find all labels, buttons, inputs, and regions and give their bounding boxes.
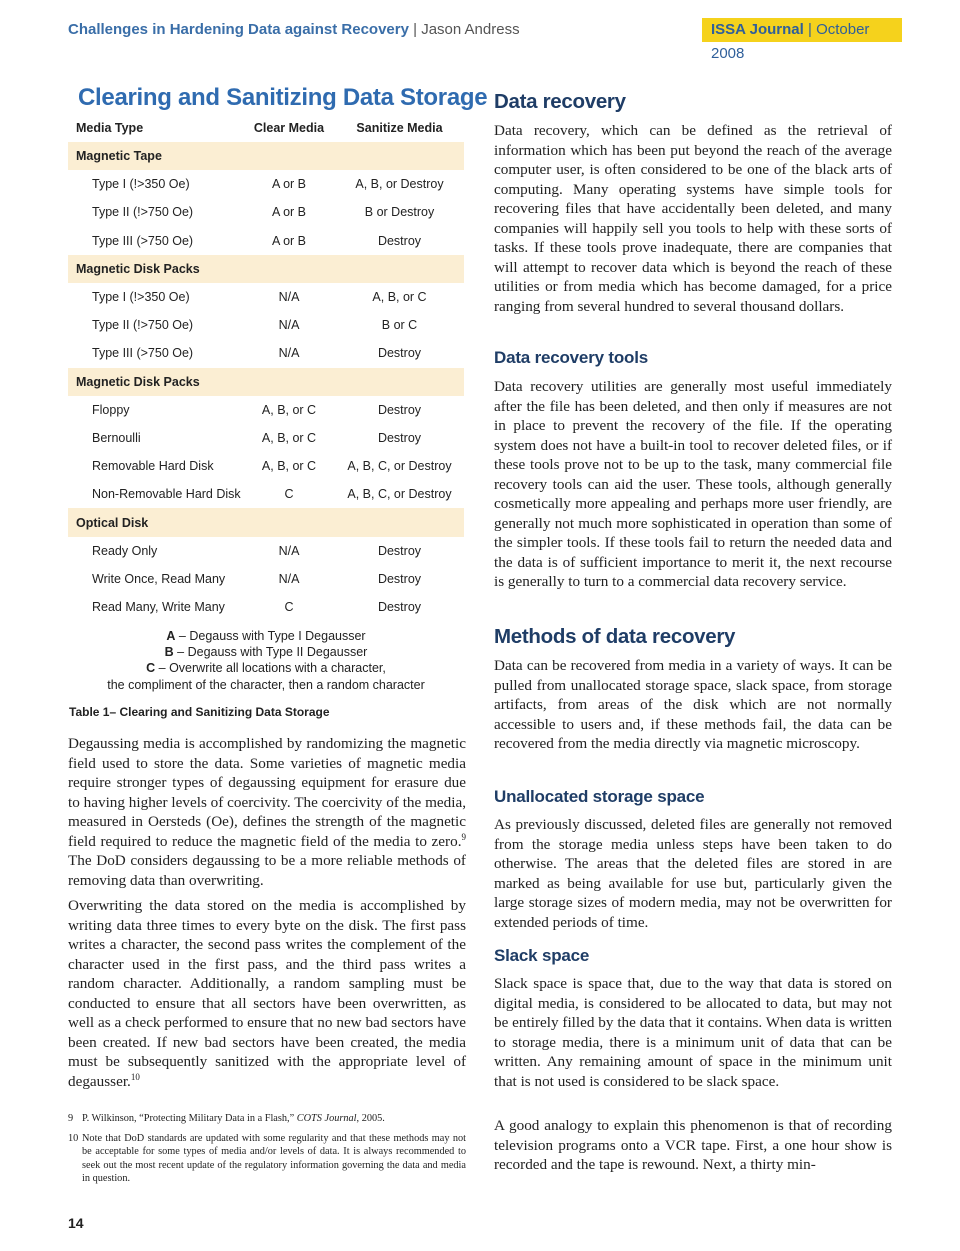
running-header-right bbox=[702, 18, 902, 62]
running-header-left bbox=[68, 19, 520, 41]
table-cell: C bbox=[284, 600, 294, 615]
table-row bbox=[68, 227, 464, 255]
legend-line bbox=[68, 660, 464, 676]
table-cell: Type III (>750 Oe) bbox=[92, 233, 194, 248]
table-cell: A or B bbox=[271, 177, 307, 192]
table-cell: Destroy bbox=[377, 543, 422, 558]
paragraph-data-recovery-tools: Data recovery utilities are generally most useful immediately after the file has been deleted, and then only if measures are not in place to prevent the recovery of the file. If the operating system does not have a built-in tool to recover deleted files, or if these tools prove not to be up to the task, many commercial file recovery tools can aid the user. These tools, although generally cosmetically more appealing and perhaps more user friendly, are generally not much more sophisticated in operation than some of the simpler tools. If these tools fail to return the needed data and the data is of sufficient importance to merit it, the next recourse is generally to turn to a commercial data recovery service. bbox=[494, 378, 892, 590]
table-cell: N/A bbox=[278, 290, 300, 305]
legend-key: C bbox=[146, 661, 156, 676]
header-separator: | bbox=[413, 21, 418, 38]
table-legend bbox=[68, 628, 464, 693]
table-cell: A, B, or C bbox=[261, 459, 317, 474]
footnote-number: 10 bbox=[68, 1132, 79, 1144]
legend-key: A bbox=[166, 629, 176, 643]
legend-text: – Degauss with Type II Degausser bbox=[173, 645, 368, 660]
group-label: Magnetic Disk Packs bbox=[76, 374, 200, 389]
table-cell: C bbox=[284, 487, 294, 502]
table-row bbox=[68, 424, 464, 452]
group-label: Magnetic Disk Packs bbox=[76, 261, 200, 276]
footnote-text: P. Wilkinson, “Protecting Military Data in a Flash,” COTS Journal, 2005. bbox=[82, 1113, 385, 1124]
column-header: Media Type bbox=[76, 121, 144, 135]
table-row bbox=[68, 198, 464, 226]
section-tools bbox=[494, 348, 892, 368]
table-cell: Destroy bbox=[377, 430, 422, 445]
footnotes bbox=[68, 1112, 466, 1192]
table-cell: B or C bbox=[381, 318, 418, 333]
table-cell: Removable Hard Disk bbox=[92, 459, 214, 474]
table-row bbox=[68, 396, 464, 424]
table-cell: A, B, or Destroy bbox=[355, 177, 444, 192]
table-group-row bbox=[68, 142, 464, 170]
table-cell: N/A bbox=[278, 318, 300, 333]
article-title: Challenges in Hardening Data against Recovery bbox=[68, 21, 409, 38]
table-row bbox=[68, 311, 464, 339]
table-cell: Type II (!>750 Oe) bbox=[92, 318, 194, 333]
table-row bbox=[68, 170, 464, 198]
section-unallocated bbox=[494, 787, 892, 807]
data-storage-table bbox=[68, 114, 464, 621]
paragraph-slack-space: Slack space is space that, due to the way that data is stored on digital media, is considered to be allocated to data, but may not be entirely filled by the data that it contains. When data is written to storage media, there is a minimum unit of data that can be written. Any remaining amount of space in the minimum unit that is not used is considered to be slack space. bbox=[494, 975, 892, 1090]
heading-data-recovery-tools: Data recovery tools bbox=[494, 348, 648, 367]
footnote bbox=[68, 1112, 466, 1126]
table-header-row bbox=[68, 114, 464, 142]
section-methods bbox=[494, 625, 892, 649]
table-cell: Destroy bbox=[377, 233, 422, 248]
legend-text: – Degauss with Type I Degausser bbox=[175, 629, 366, 643]
legend-line bbox=[68, 644, 464, 660]
author-name: Jason Andress bbox=[421, 21, 520, 38]
footnote-text: Note that DoD standards are updated with some regularity and that these methods may not be acceptable for some types of media and/or levels of data. It is always recommended to seek out the most recent update of the regulatory information governing the data and media in question. bbox=[82, 1132, 466, 1184]
paragraph-methods: Data can be recovered from media in a variety of ways. It can be pulled from unallocated storage space, slack space, from storage artifacts, from areas of the disk which are not normally accessible to users and, if these methods fail, the data can be recovered from the media directly via magnetic microscopy. bbox=[494, 657, 892, 752]
table-row bbox=[68, 593, 464, 621]
table-cell: Type I (!>350 Oe) bbox=[92, 177, 190, 192]
paragraph-degaussing: Degaussing media is accomplished by randomizing the magnetic field used to store the data. Some varieties of magnetic media require stronger types of degaussing equipment for erasure due to having higher levels of coercivity. The coercivity of the media, measured in Oersteds (Oe), defines the strength of the magnetic field required to reduce the magnetic field of the media to zero.$^9$ The DoD considers degaussing to be a more reliable methods of removing data than overwriting. bbox=[68, 735, 466, 889]
page-number: 14 bbox=[68, 1215, 84, 1231]
table-group-row bbox=[68, 255, 464, 283]
table-group-row bbox=[68, 368, 464, 396]
table-cell: Destroy bbox=[377, 346, 422, 361]
table-row bbox=[68, 452, 464, 480]
footnote-number: 9 bbox=[68, 1113, 74, 1124]
table-caption: Table 1– Clearing and Sanitizing Data Storage bbox=[69, 705, 330, 719]
legend-text: the compliment of the character, then a random character bbox=[107, 677, 425, 692]
table-cell: Write Once, Read Many bbox=[92, 571, 226, 586]
table-group-row bbox=[68, 508, 464, 536]
legend-key: B bbox=[164, 645, 174, 660]
table-cell: Floppy bbox=[92, 402, 130, 417]
table-cell: Non-Removable Hard Disk bbox=[92, 487, 241, 502]
paragraph-data-recovery: Data recovery, which can be defined as the retrieval of information which has been put beyond the reach of the average computer user, is often considered to be one of the black arts of computing. Many operating systems have simple tools for recovering files that have accidentally been deleted, and many companies will happily sell you tools to help with these sorts of tasks. If these tools prove inadequate, there are companies that will attempt to recover data which is beyond the reach of these utilities or from media which has become damaged, for a price ranging from several hundred to several thousand dollars. bbox=[494, 122, 892, 315]
table-cell: Destroy bbox=[377, 571, 422, 586]
table-cell: Type II (!>750 Oe) bbox=[92, 205, 194, 220]
table-cell: Ready Only bbox=[92, 543, 158, 558]
table-cell: Read Many, Write Many bbox=[92, 600, 225, 615]
legend-line bbox=[68, 628, 464, 644]
header-separator-right: | bbox=[807, 21, 812, 38]
footnote bbox=[68, 1132, 466, 1186]
table-cell: A, B, or C bbox=[261, 402, 317, 417]
section-data-recovery bbox=[494, 90, 892, 114]
issue-date: October 2008 bbox=[711, 21, 870, 62]
heading-slack-space: Slack space bbox=[494, 946, 590, 965]
paragraph-unallocated: As previously discussed, deleted files are generally not removed from the storage media unless steps have been taken to do otherwise. The areas that the deleted files are stored in are marked as being available for use but, particularly given the large storage sizes of modern media, may not be overwritten for extended periods of time. bbox=[494, 816, 892, 931]
heading-methods: Methods of data recovery bbox=[494, 625, 736, 648]
legend-text: – Overwrite all locations with a character, bbox=[155, 661, 386, 676]
table-cell: Type I (!>350 Oe) bbox=[92, 290, 190, 305]
legend-line bbox=[68, 677, 464, 693]
paragraph-analogy: A good analogy to explain this phenomenon is that of recording television programs onto a VCR tape. First, a one hour show is recorded and the tape is rewound. Next, a thirty min- bbox=[494, 1117, 892, 1173]
table-row bbox=[68, 339, 464, 367]
table-row bbox=[68, 480, 464, 508]
group-label: Optical Disk bbox=[76, 515, 149, 530]
table-title: Clearing and Sanitizing Data Storage bbox=[78, 84, 488, 111]
table-cell: Type III (>750 Oe) bbox=[92, 346, 194, 361]
table-cell: Bernoulli bbox=[92, 430, 141, 445]
table-cell: N/A bbox=[278, 571, 300, 586]
table-row bbox=[68, 283, 464, 311]
table-cell: N/A bbox=[278, 346, 300, 361]
table-cell: N/A bbox=[278, 543, 300, 558]
table-cell: A or B bbox=[271, 205, 307, 220]
table-row bbox=[68, 565, 464, 593]
heading-data-recovery: Data recovery bbox=[494, 90, 626, 113]
table-row bbox=[68, 537, 464, 565]
table-cell: Destroy bbox=[377, 402, 422, 417]
table-cell: A, B, C, or Destroy bbox=[347, 459, 452, 474]
journal-name: ISSA Journal bbox=[711, 21, 804, 38]
table-cell: A, B, or C bbox=[261, 430, 317, 445]
table-cell: A, B, C, or Destroy bbox=[347, 487, 452, 502]
table-cell: Destroy bbox=[377, 600, 422, 615]
column-header: Clear Media bbox=[253, 121, 325, 135]
table-cell: B or Destroy bbox=[364, 205, 435, 220]
section-slack bbox=[494, 946, 892, 966]
paragraph-overwriting: Overwriting the data stored on the media is accomplished by writing data three times to every byte on the disk. The first pass writes a character, the second pass writes the complement of the character used in the first pass, and the third pass writes a random character. Additionally, a random sampling must be conducted to ensure that all sectors have been overwritten, as well as a check performed to ensure that no new bad sectors have been created. If new bad sectors have been created, the media must be subsequently sanitized with the appropriate level of degausser.$^{10}$ bbox=[68, 897, 466, 1090]
table-cell: A or B bbox=[271, 233, 307, 248]
heading-unallocated: Unallocated storage space bbox=[494, 787, 705, 806]
group-label: Magnetic Tape bbox=[76, 149, 162, 164]
column-header: Sanitize Media bbox=[356, 121, 443, 135]
table-cell: A, B, or C bbox=[372, 290, 427, 305]
